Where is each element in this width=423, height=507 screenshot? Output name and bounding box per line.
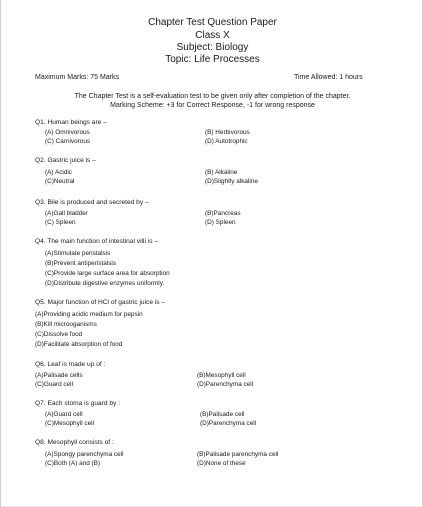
q5-option-d: (D)Facilitate absorption of food (35, 341, 123, 348)
q4-option-b: (B)Prevent antiperistalsis (45, 260, 117, 267)
q1-option-c: (C) Carnivorous (45, 138, 91, 145)
q3-option-c: (C) Spleen (45, 219, 76, 226)
time-allowed: Time Allowed: 1 hours (294, 74, 363, 81)
paper-title: Chapter Test Question Paper (148, 17, 277, 28)
q6-option-c: (C)Guard cell (35, 381, 73, 388)
question-7: Q7. Each stoma is guard by : (35, 400, 121, 407)
question-2: Q2. Gastric juice is – (35, 157, 96, 164)
q8-option-c: (C)Both (A) and (B) (45, 460, 101, 467)
q4-option-c: (C)Provide large surface area for absorption (45, 270, 170, 277)
q6-option-a: (A)Palisade cells (35, 372, 83, 379)
topic-label: Topic: Life Processes (165, 54, 260, 65)
q8-option-d: (D)None of these (197, 460, 246, 467)
q2-option-d: (D)Slightly alkaline (205, 178, 258, 185)
question-3: Q3. Bile is produced and secreted by – (35, 199, 149, 206)
subject-label: Subject: Biology (176, 42, 249, 53)
class-label: Class X (195, 30, 230, 41)
q7-option-b: (B)Palisade cell (200, 411, 245, 418)
max-marks: Maximum Marks: 75 Marks (35, 74, 120, 81)
q6-option-b: (B)Mesophyll cell (197, 372, 246, 379)
q4-option-a: (A)Stimulate peristalsis (45, 250, 111, 257)
q5-option-a: (A)Providing acidic medium for pepsin (35, 311, 143, 318)
q1-option-d: (D) Autotrophic (205, 138, 248, 145)
q1-option-b: (B) Herbivorous (205, 129, 250, 136)
q3-option-a: (A)Gall bladder (45, 210, 88, 217)
q6-option-d: (D)Parenchyma cell (197, 381, 254, 388)
q7-option-c: (C)Mesophyll cell (45, 420, 95, 427)
q2-option-c: (C)Neutral (45, 178, 75, 185)
marking-scheme: Marking Scheme: +3 for Correct Response, -1 for wrong response (110, 102, 315, 109)
question-8: Q8. Mesophyll consists of : (35, 439, 114, 446)
q2-option-a: (A) Acidic (45, 169, 72, 176)
q1-option-a: (A) Omnivorous (45, 129, 90, 136)
q7-option-d: (D)Parenchyma cell (200, 420, 257, 427)
q4-option-d: (D)Distribute digestive enzymes uniformly. (45, 280, 165, 287)
q3-option-d: (D) Spleen (205, 219, 236, 226)
q8-option-a: (A)Spongy parenchyma cell (45, 451, 124, 458)
q7-option-a: (A)Guard cell (45, 411, 83, 418)
question-5: Q5. Major function of HCl of gastric juice is – (35, 299, 166, 306)
q2-option-b: (B) Alkaline (205, 169, 238, 176)
question-4: Q4. The main function of intestinal villi is – (35, 238, 159, 245)
q3-option-b: (B)Pancreas (205, 210, 241, 217)
instruction-line: The Chapter Test is a self-evaluation test to be given only after completion of the chapter. (74, 93, 351, 100)
q8-option-b: (B)Palisade parenchyma cell (197, 451, 279, 458)
question-6: Q6. Leaf is made up of : (35, 361, 106, 368)
question-1: Q1. Human beings are – (35, 119, 107, 126)
q5-option-c: (C)Dissolve food (35, 331, 83, 338)
q5-option-b: (B)Kill microoganisms (35, 321, 97, 328)
